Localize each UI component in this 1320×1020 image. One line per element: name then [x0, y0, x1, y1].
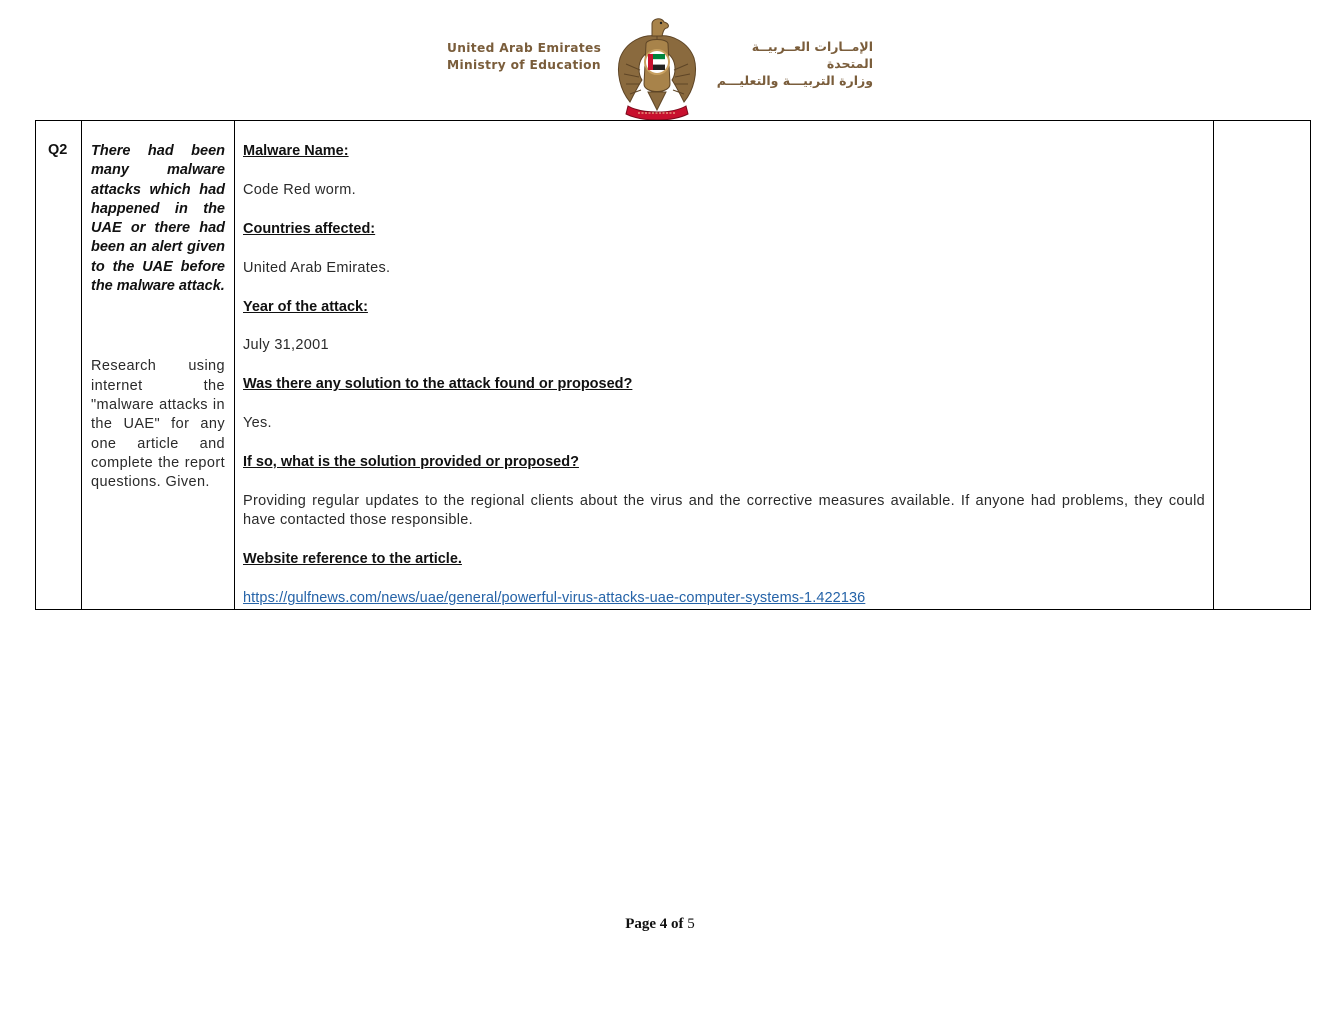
- reference-link[interactable]: https://gulfnews.com/news/uae/general/powerful-virus-attacks-uae-computer-systems-1.422136: [243, 590, 866, 607]
- solution-found-label: Was there any solution to the attack found or proposed?: [243, 376, 633, 393]
- question-prompt: There had been many malware attacks which had happened in the UAE or there had been an alert given to the UAE before the malware attack.: [91, 143, 225, 295]
- question-number-cell: [36, 121, 82, 610]
- year-value: July 31,2001: [243, 337, 329, 354]
- year-label: Year of the attack:: [243, 298, 368, 315]
- total-pages-number: 5: [687, 916, 695, 932]
- header-ministry-ar: وزارة التربيـــة والتعليـــم: [716, 73, 873, 88]
- solution-label: If so, what is the solution provided or proposed?: [243, 454, 579, 471]
- page-footer: [0, 916, 1320, 933]
- question-number: Q2: [48, 142, 68, 158]
- current-page-number: 4: [659, 916, 668, 932]
- header-country-en: United Arab Emirates: [447, 41, 602, 55]
- of-word: of: [671, 916, 684, 932]
- table-row: [36, 121, 1311, 610]
- countries-label: Countries affected:: [243, 220, 376, 237]
- question-table: [35, 120, 1311, 610]
- uae-falcon-emblem-icon: [612, 14, 702, 122]
- question-instructions: Research using internet the "malware attacks in the UAE" for any one article and complete the report questions. Given.: [91, 358, 225, 491]
- malware-name-label: Malware Name:: [243, 143, 349, 159]
- header-ministry-en: Ministry of Education: [447, 58, 601, 72]
- header-english-title: [447, 40, 607, 74]
- answer-cell: [235, 121, 1214, 610]
- malware-name-value: Code Red worm.: [243, 181, 356, 198]
- header-arabic-title: [715, 38, 873, 89]
- question-task-cell: [82, 121, 235, 610]
- marks-cell: [1214, 121, 1311, 610]
- page-word: Page: [625, 916, 657, 932]
- solution-found-value: Yes.: [243, 415, 272, 432]
- countries-value: United Arab Emirates.: [243, 259, 391, 276]
- solution-value: Providing regular updates to the regional clients about the virus and the corrective measures available. If anyone had problems, they could have contacted those responsible.: [243, 493, 1205, 529]
- header-country-ar: الإمــارات العــربيــة المتحدة: [751, 39, 873, 71]
- document-header: [0, 14, 1320, 122]
- reference-label: Website reference to the article.: [243, 551, 462, 568]
